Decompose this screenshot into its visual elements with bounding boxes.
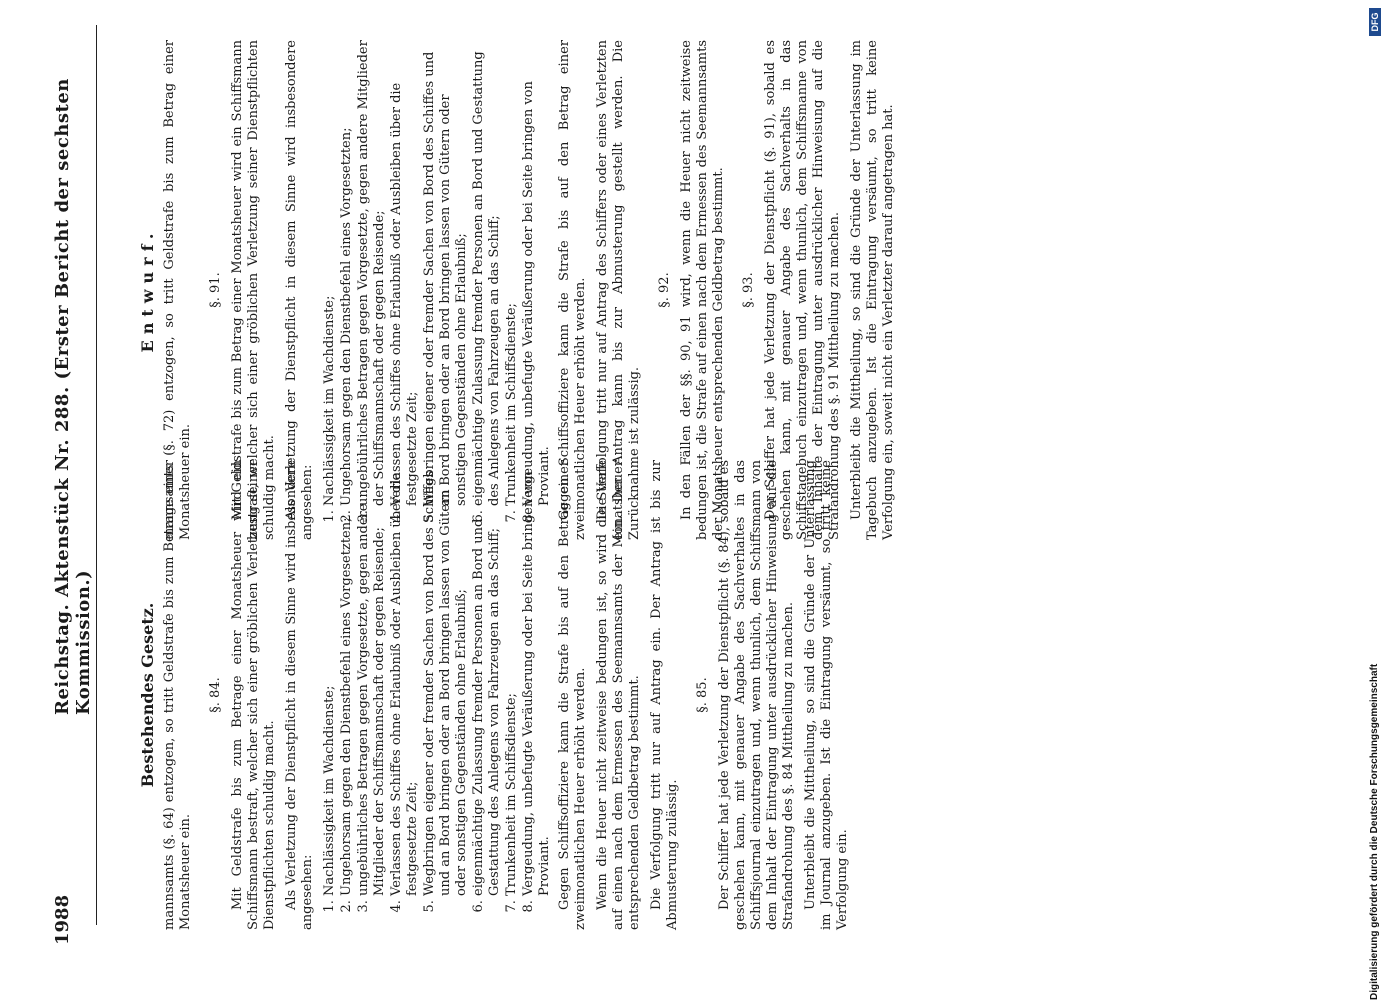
right-intro: mannsamts (§. 72) entzogen, so tritt Geldstrafe bis zum Betrag einer Monatsheuer ein. (162, 40, 193, 540)
page-number: 1988 (52, 894, 73, 945)
column-heading-draft: Entwurf. (138, 227, 157, 353)
list-item: 7. Trunkenheit im Schiffsdienste; (504, 40, 520, 506)
list-item: 5. Wegbringen eigener oder fremder Sachen von Bord des Schiffes und an Bord bringen oder an Bord bringen lassen von Gütern oder sonstigen Gegenständen ohne Erlaubniß; (422, 40, 470, 506)
list-item: 6. eigenmächtige Zulassung fremder Personen an Bord und Gestattung des Anlegens von Fahrzeugen an das Schiff; (471, 40, 503, 506)
section-92-para-1: In den Fällen der §§. 90, 91 wird, wenn die Heuer nicht zeitweise bedungen ist, die Strafe auf einen nach dem Ermessen des Seemannsamts der Monatsheuer entsprechenden Geldbetrag bestimmt. (679, 40, 726, 540)
section-84-para-4: Wenn die Heuer nicht zeitweise bedungen ist, so wird die Strafe auf einen nach dem Ermessen des Seemannsamts der Monatsheuer entsprechenden Geldbetrag bestimmt. (595, 460, 642, 930)
digitization-credit: Digitalisierung gefördert durch die Deutsche Forschungsgemeinschaft (1369, 663, 1380, 1000)
list-item: 1. Nachlässigkeit im Wachdienste; (322, 460, 338, 896)
page-header (50, 55, 94, 945)
list-item: 4. Verlassen des Schiffes ohne Erlaubniß oder Ausbleiben über die festgesetzte Zeit; (389, 460, 421, 896)
column-heading-existing: Bestehendes Gesetz. (138, 602, 157, 788)
header-rule (96, 25, 97, 925)
section-93-para-2: Unterbleibt die Mittheilung, so sind die Gründe der Unterlassung im Tagebuch anzugeben. Ist die Eintragung versäumt, so tritt keine Verfolgung ein, soweit nicht ein Verletzter darauf angetragen hat. (849, 40, 896, 540)
section-92-title: §. 92. (657, 272, 672, 308)
section-91-para-4: Die Verfolgung tritt nur auf Antrag des Schiffers oder eines Verletzten ein. Der Antrag kann bis zur Abmusterung gestellt werden. Die Zurücknahme ist zulässig. (595, 40, 642, 540)
section-85-para-1: Der Schiffer hat jede Verletzung der Dienstpflicht (§. 84), sobald es geschehen kann, mit genauer Angabe des Sachverhaltes in das Schiffsjournal einzutragen und, wenn thunlich, dem Schiffsmann von dem Inhalt der Eintragung unter ausdrücklicher Hinweisung auf die Strafandrohung des §. 84 Mittheilung zu machen. (717, 460, 796, 930)
list-item: 4. Verlassen des Schiffes ohne Erlaubniß oder Ausbleiben über die festgesetzte Zeit; (389, 40, 421, 506)
section-93-para-1: Der Schiffer hat jede Verletzung der Dienstpflicht (§. 91), sobald es geschehen kann, mit genauer Angabe des Sachverhalts in das Schiffstagebuch einzutragen und, wenn thunlich, dem Schiffsmanne von dem Inhalte der Eintragung unter ausdrücklicher Hinweisung auf die Strafandrohung des §. 91 Mittheilung zu machen. (763, 40, 842, 540)
section-85-title: §. 85. (695, 677, 710, 713)
section-84-para-5: Die Verfolgung tritt nur auf Antrag ein. Der Antrag ist bis zur Abmusterung zulässig. (649, 460, 680, 930)
section-84-para-2: Als Verletzung der Dienstpflicht in diesem Sinne wird insbesondere angesehen: (284, 460, 315, 930)
section-84-para-1: Mit Geldstrafe bis zum Betrage einer Monatsheuer wird ein Schiffsmann bestraft, welcher sich einer gröblichen Verletzung seiner Dienstpflichten schuldig macht. (230, 460, 277, 930)
list-item: 6. eigenmächtige Zulassung fremder Personen an Bord und Gestattung des Anlegens von Fahrzeugen an das Schiff; (471, 460, 503, 896)
list-item: 1. Nachlässigkeit im Wachdienste; (322, 40, 338, 506)
section-91-para-2: Als Verletzung der Dienstpflicht in diesem Sinne wird insbesondere angesehen: (284, 40, 315, 540)
list-item: 8. Vergeudung, unbefugte Veräußerung oder bei Seite bringen von Proviant. (521, 460, 553, 896)
section-84-para-3: Gegen Schiffsoffiziere kann die Strafe bis auf den Betrag einer zweimonatlichen Heuer erhöht werden. (557, 460, 588, 930)
dfg-logo-text: DFG (1370, 12, 1380, 32)
list-item: 2. Ungehorsam gegen den Dienstbefehl eines Vorgesetzten; (339, 460, 355, 896)
running-title: Reichstag. Aktenstück Nr. 288. (Erster Bericht der sechsten Kommission.) (52, 78, 94, 715)
section-85-para-2: Unterbleibt die Mittheilung, so sind die Gründe der Unterlassung im Journal anzugeben. Ist die Eintragung versäumt, so tritt keine Verfolgung ein. (803, 460, 850, 930)
left-intro: mannsamts (§. 64) entzogen, so tritt Geldstrafe bis zum Betrage einer Monatsheuer ein. (162, 460, 193, 930)
section-91-para-3: Gegen Schiffsoffiziere kann die Strafe bis auf den Betrag einer zweimonatlichen Heuer erhöht werden. (557, 40, 588, 540)
list-item: 5. Wegbringen eigener oder fremder Sachen von Bord des Schiffes und an Bord bringen oder an Bord bringen lassen von Gütern oder sonstigen Gegenständen ohne Erlaubniß; (422, 460, 470, 896)
list-item: 7. Trunkenheit im Schiffsdienste; (504, 460, 520, 896)
section-93-title: §. 93. (741, 272, 756, 308)
section-91-para-1: Mit Geldstrafe bis zum Betrag einer Monatsheuer wird ein Schiffsmann bestraft, welcher sich einer gröblichen Verletzung seiner Dienstpflichten schuldig macht. (230, 40, 277, 540)
list-item: 3. ungebührliches Betragen gegen Vorgesetzte, gegen andere Mitglieder der Schiffsmannschaft oder gegen Reisende; (356, 460, 388, 896)
list-item: 3. ungebührliches Betragen gegen Vorgesetzte, gegen andere Mitglieder der Schiffsmannschaft oder gegen Reisende; (356, 40, 388, 506)
list-item: 8. Vergeudung, unbefugte Veräußerung oder bei Seite bringen von Proviant. (521, 40, 553, 506)
section-84-title: §. 84. (208, 677, 223, 713)
list-item: 2. Ungehorsam gegen den Dienstbefehl eines Vorgesetzten; (339, 40, 355, 506)
section-91-title: §. 91. (208, 272, 223, 308)
column-draft (140, 40, 903, 540)
section-91-list (322, 40, 553, 540)
